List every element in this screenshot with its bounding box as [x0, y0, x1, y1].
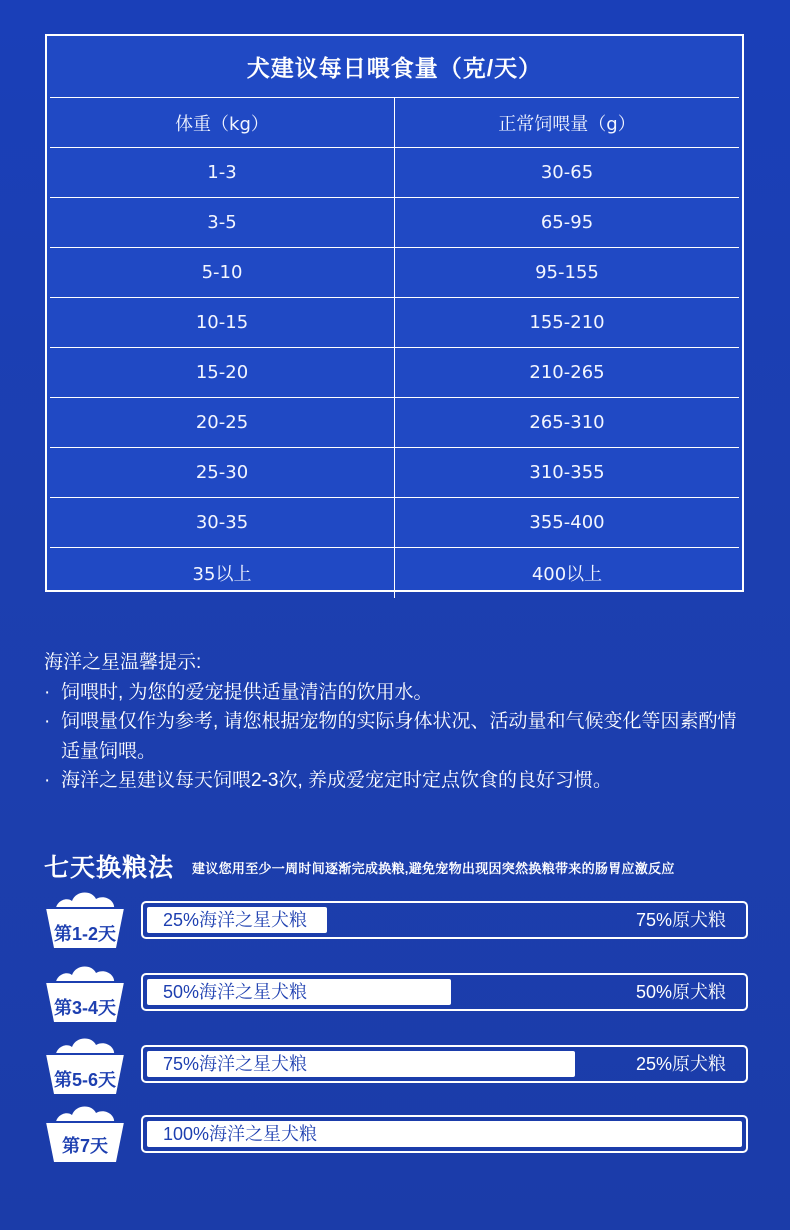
switch-step: [0, 884, 790, 954]
food-bowl-icon: [42, 958, 128, 1028]
bullet-icon: ·: [44, 770, 51, 791]
tips-section: [44, 648, 754, 796]
amount-cell: 210-265: [394, 348, 739, 397]
ratio-bar: [141, 973, 748, 1011]
amount-cell: 30-65: [394, 148, 739, 197]
table-row: [50, 498, 739, 548]
tip-text: 饲喂时, 为您的爱宠提供适量清洁的饮用水。: [61, 681, 433, 703]
switch-step: [0, 1030, 790, 1100]
table-row: [50, 398, 739, 448]
tip-item: [44, 707, 754, 766]
old-food-label: 75%原犬粮: [635, 910, 726, 930]
table-title: 犬建议每日喂食量（克/天）: [246, 55, 543, 81]
weight-cell: 25-30: [195, 462, 249, 483]
table-body: [50, 97, 739, 598]
ratio-bar: [141, 901, 748, 939]
table-row: [50, 298, 739, 348]
day-label: 第7天: [61, 1136, 108, 1156]
bullet-icon: ·: [44, 711, 51, 732]
ratio-bar: [141, 1115, 748, 1153]
table-row: [50, 248, 739, 298]
old-food-label: 50%原犬粮: [635, 982, 726, 1002]
weight-cell: 1-3: [207, 162, 237, 183]
day-label: 第1-2天: [53, 924, 116, 944]
amount-cell: 400以上: [394, 548, 739, 598]
food-bowl-icon: [42, 1030, 128, 1100]
header-amount: 正常饲喂量（g）: [394, 98, 739, 147]
food-bowl-icon: [42, 884, 128, 954]
amount-cell: 65-95: [394, 198, 739, 247]
table-row: [50, 448, 739, 498]
table-row: [50, 548, 739, 598]
table-row: [50, 198, 739, 248]
ratio-bar: [141, 1045, 748, 1083]
amount-cell: 155-210: [394, 298, 739, 347]
day-label: 第5-6天: [53, 1070, 116, 1090]
table-row: [50, 148, 739, 198]
amount-cell: 95-155: [394, 248, 739, 297]
switch-step: [0, 958, 790, 1028]
tip-item: [44, 766, 754, 796]
feeding-table: [45, 34, 744, 592]
weight-cell: 10-15: [195, 312, 249, 333]
table-header-row: [50, 98, 739, 148]
day-label: 第3-4天: [53, 998, 116, 1018]
weight-cell: 5-10: [201, 262, 243, 283]
tip-item: [44, 678, 754, 708]
food-bowl-icon: [42, 1098, 128, 1168]
tip-text: 饲喂量仅作为参考, 请您根据宠物的实际身体状况、活动量和气候变化等因素酌情适量饲喂。: [61, 711, 737, 762]
weight-cell: 3-5: [207, 212, 237, 233]
old-food-label: 25%原犬粮: [635, 1054, 726, 1074]
weight-cell: 15-20: [195, 362, 249, 383]
amount-cell: 355-400: [394, 498, 739, 547]
tips-title: 海洋之星温馨提示:: [44, 652, 202, 673]
new-food-label: 100%海洋之星犬粮: [163, 1124, 318, 1144]
bullet-icon: ·: [44, 681, 51, 703]
table-row: [50, 348, 739, 398]
new-food-label: 75%海洋之星犬粮: [163, 1054, 308, 1074]
weight-cell: 20-25: [195, 412, 249, 433]
header-weight: 体重（kg）: [175, 113, 269, 135]
switch-step: [0, 1098, 790, 1168]
switch-subtitle: 建议您用至少一周时间逐渐完成换粮,避免宠物出现因突然换粮带来的肠胃应激反应: [192, 861, 675, 876]
weight-cell: 35以上: [192, 564, 252, 585]
weight-cell: 30-35: [195, 512, 249, 533]
switch-title: 七天换粮法: [44, 854, 175, 882]
new-food-label: 50%海洋之星犬粮: [163, 982, 308, 1002]
new-food-label: 25%海洋之星犬粮: [163, 910, 308, 930]
tip-text: 海洋之星建议每天饲喂2-3次, 养成爱宠定时定点饮食的良好习惯。: [61, 770, 613, 791]
amount-cell: 310-355: [394, 448, 739, 497]
amount-cell: 265-310: [394, 398, 739, 447]
